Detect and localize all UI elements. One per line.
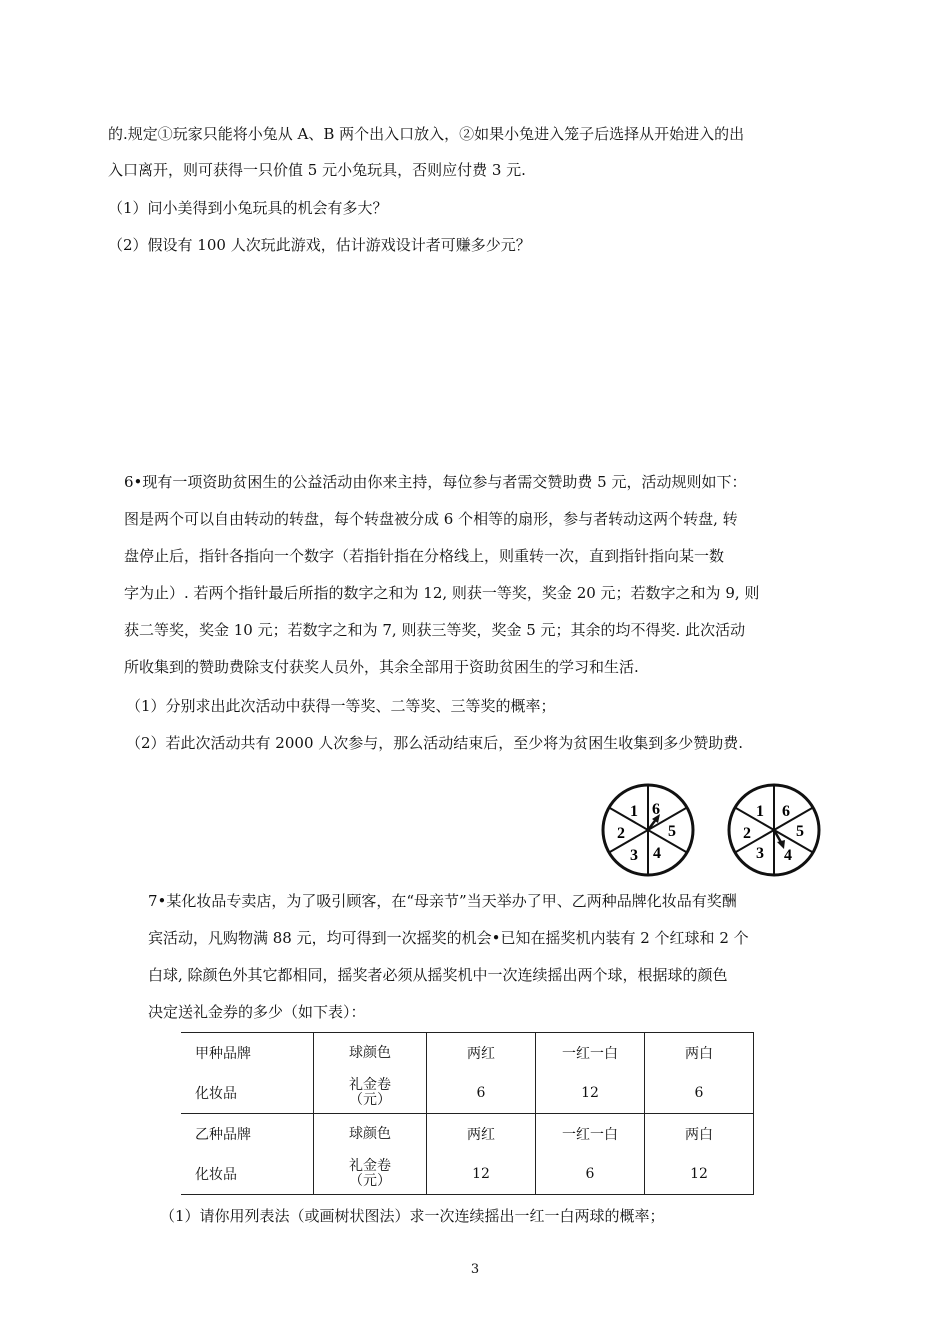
- q6-line-5: 获二等奖，奖金 10 元；若数字之和为 7, 则获三等奖，奖金 5 元；其余的均不得奖. 此次活动: [124, 621, 746, 639]
- brand-b-type: 化妆品: [181, 1154, 314, 1195]
- spinner-right-num-4: 4: [784, 847, 792, 864]
- coupon-label-line-2: （元）: [349, 1092, 391, 1108]
- color-cell: 两红: [427, 1033, 536, 1074]
- q7-line-1: 7•某化妆品专卖店，为了吸引顾客，在“母亲节”当天举办了甲、乙两种品牌化妆品有奖酬: [148, 892, 737, 910]
- q6-line-4: 字为止）. 若两个指针最后所指的数字之和为 12, 则获一等奖，奖金 20 元；若数字之和为 9, 则: [124, 584, 760, 602]
- spinner-left-num-2: 2: [617, 825, 625, 842]
- q5-line-2: 入口离开，则可获得一只价值 5 元小兔玩具，否则应付费 3 元.: [108, 161, 526, 179]
- q6-sub-2: （2）若此次活动共有 2000 人次参与，那么活动结束后，至少将为贫困生收集到多少赞助费.: [126, 734, 744, 752]
- spinner-right: [722, 778, 826, 882]
- page-number: 3: [470, 1262, 480, 1277]
- q7-line-4: 决定送礼金券的多少（如下表）：: [148, 1003, 366, 1021]
- value-cell: 6: [536, 1154, 645, 1195]
- q5-sub-2: （2）假设有 100 人次玩此游戏，估计游戏设计者可赚多少元？: [108, 236, 531, 254]
- q6-line-3: 盘停止后，指针各指向一个数字（若指针指在分格线上，则重转一次，直到指针指向某一数: [124, 547, 725, 565]
- prize-table: [181, 1032, 754, 1195]
- q6-line-2: 图是两个可以自由转动的转盘，每个转盘被分成 6 个相等的扇形，参与者转动这两个转盘, 转: [124, 510, 738, 528]
- color-cell: 一红一白: [536, 1033, 645, 1074]
- coupon-label-line-2: （元）: [349, 1173, 391, 1189]
- table-row: [181, 1033, 754, 1074]
- q7-line-3: 白球, 除颜色外其它都相同，摇奖者必须从摇奖机中一次连续摇出两个球，根据球的颜色: [148, 966, 728, 984]
- spinner-left-num-5: 5: [668, 823, 676, 840]
- q5-line-1: 的.规定①玩家只能将小兔从 A、B 两个出入口放入，②如果小兔进入笼子后选择从开始进入的出: [108, 125, 745, 143]
- spinner-right-num-6: 6: [782, 803, 790, 820]
- spinner-right-num-5: 5: [796, 823, 804, 840]
- q6-line-1: 6•现有一项资助贫困生的公益活动由你来主持，每位参与者需交赞助费 5 元，活动规则如下：: [124, 473, 747, 491]
- q6-sub-1: （1）分别求出此次活动中获得一等奖、二等奖、三等奖的概率；: [126, 697, 556, 715]
- table-row: [181, 1114, 754, 1155]
- color-cell: 两白: [645, 1114, 754, 1155]
- color-label: 球颜色: [314, 1033, 427, 1074]
- spinner-right-num-3: 3: [756, 845, 764, 862]
- q6-line-6: 所收集到的赞助费除支付获奖人员外，其余全部用于资助贫困生的学习和生活.: [124, 658, 639, 676]
- spinner-right-num-1: 1: [756, 803, 764, 820]
- q7-sub-1: （1）请你用列表法（或画树状图法）求一次连续摇出一红一白两球的概率；: [160, 1207, 665, 1225]
- color-cell: 两白: [645, 1033, 754, 1074]
- value-cell: 12: [427, 1154, 536, 1195]
- table-row: [181, 1154, 754, 1195]
- spinner-right-num-2: 2: [743, 825, 751, 842]
- spinner-left-num-1: 1: [630, 803, 638, 820]
- spinner-left-num-6: 6: [652, 801, 660, 818]
- value-cell: 12: [645, 1154, 754, 1195]
- value-cell: 6: [645, 1073, 754, 1114]
- q7-line-2: 宾活动，凡购物满 88 元，均可得到一次摇奖的机会•已知在摇奖机内装有 2 个红球和 2 个: [148, 929, 749, 947]
- spinner-left-num-3: 3: [630, 847, 638, 864]
- color-cell: 一红一白: [536, 1114, 645, 1155]
- value-cell: 12: [536, 1073, 645, 1114]
- coupon-label: [314, 1154, 427, 1195]
- spinner-left-num-4: 4: [653, 845, 661, 862]
- brand-b-name: 乙种品牌: [195, 1127, 251, 1143]
- value-cell: 6: [427, 1073, 536, 1114]
- q5-sub-1: （1）问小美得到小兔玩具的机会有多大？: [108, 199, 388, 217]
- spinner-left: [596, 778, 700, 882]
- table-row: [181, 1073, 754, 1114]
- color-label: 球颜色: [314, 1114, 427, 1155]
- brand-a-type: 化妆品: [181, 1073, 314, 1114]
- brand-a-name: 甲种品牌: [181, 1033, 314, 1074]
- color-cell: 两红: [427, 1114, 536, 1155]
- coupon-label-line-1: 礼金卷: [349, 1158, 391, 1174]
- coupon-label-line-1: 礼金卷: [349, 1077, 391, 1093]
- coupon-label: [314, 1073, 427, 1114]
